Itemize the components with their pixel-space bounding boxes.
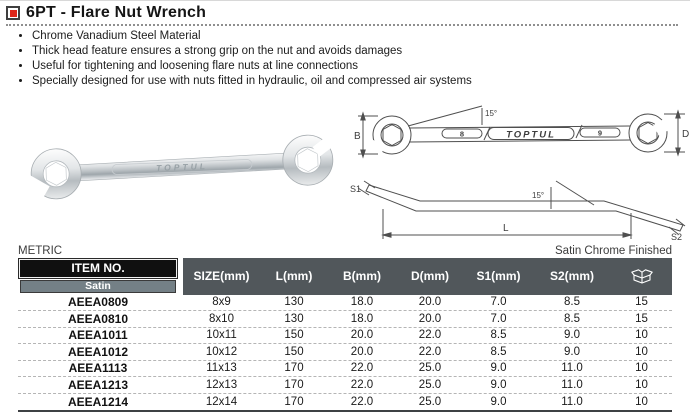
satin-subheader: Satin <box>20 280 176 293</box>
red-square-core <box>10 10 17 17</box>
metric-label: METRIC <box>18 245 62 257</box>
item-no-header: ITEM NO. <box>18 258 178 279</box>
feature-item: • Thick head feature ensures a strong grip on the nut and avoids damages <box>32 45 690 59</box>
length-cell: 170 <box>260 377 328 393</box>
item-no-header-block <box>18 258 178 295</box>
s1-cell: 9.0 <box>464 377 533 393</box>
brand-stamp: TOPTUL <box>156 161 208 173</box>
length-cell: 150 <box>260 328 328 344</box>
length-cell: 170 <box>260 361 328 377</box>
plan-angle-label: 15° <box>485 109 497 118</box>
d-cell: 20.0 <box>396 295 464 311</box>
product-title-row <box>6 4 678 26</box>
s1-cell: 7.0 <box>464 311 533 327</box>
length-cell: 130 <box>260 311 328 327</box>
b-cell: 22.0 <box>328 394 396 411</box>
table-header <box>18 258 672 295</box>
size-cell: 8x9 <box>183 295 260 311</box>
s2-cell: 9.0 <box>533 328 611 344</box>
page-title: 6PT - Flare Nut Wrench <box>26 4 206 22</box>
s1-cell: 9.0 <box>464 361 533 377</box>
table-meta-row <box>0 243 690 257</box>
s1-cell: 9.0 <box>464 394 533 411</box>
item-no-cell: AEEA1012 <box>18 344 178 360</box>
qty-cell: 10 <box>611 361 672 377</box>
plan-d-label: D <box>682 129 689 140</box>
plan-right-size: 9 <box>598 128 602 137</box>
col-header-s2: S2(mm) <box>533 258 611 295</box>
wrench-photo <box>12 127 352 205</box>
side-s2-label: S2 <box>671 232 682 242</box>
col-header-l: L(mm) <box>260 258 328 295</box>
d-cell: 22.0 <box>396 344 464 360</box>
s2-cell: 11.0 <box>533 377 611 393</box>
b-cell: 22.0 <box>328 377 396 393</box>
item-no-cell: AEEA0810 <box>18 311 178 327</box>
red-square-bullet-icon <box>6 6 20 20</box>
side-s1-label: S1 <box>350 184 361 194</box>
col-header-size: SIZE(mm) <box>183 258 260 295</box>
col-header-b: B(mm) <box>328 258 396 295</box>
length-cell: 150 <box>260 344 328 360</box>
d-cell: 20.0 <box>396 311 464 327</box>
qty-cell: 10 <box>611 344 672 360</box>
size-cell: 8x10 <box>183 311 260 327</box>
qty-cell: 15 <box>611 311 672 327</box>
item-no-cell: AEEA0809 <box>18 295 178 311</box>
s2-cell: 11.0 <box>533 361 611 377</box>
s1-cell: 8.5 <box>464 344 533 360</box>
d-cell: 25.0 <box>396 361 464 377</box>
qty-cell: 10 <box>611 377 672 393</box>
catalog-page <box>0 4 690 412</box>
table-row <box>18 361 672 378</box>
feature-item: • Specially designed for use with nuts fitted in hydraulic, oil and compressed air systems <box>32 75 690 89</box>
b-cell: 18.0 <box>328 311 396 327</box>
length-cell: 170 <box>260 394 328 411</box>
s2-cell: 11.0 <box>533 394 611 411</box>
s2-cell: 8.5 <box>533 295 611 311</box>
finish-label: Satin Chrome Finished <box>555 245 672 257</box>
size-cell: 11x13 <box>183 361 260 377</box>
length-cell: 130 <box>260 295 328 311</box>
table-row <box>18 344 672 361</box>
plan-view-drawing <box>354 99 690 171</box>
plan-left-size: 8 <box>460 129 464 138</box>
b-cell: 18.0 <box>328 295 396 311</box>
table-body <box>18 295 672 411</box>
item-no-cell: AEEA1214 <box>18 394 178 411</box>
item-no-cell: AEEA1113 <box>18 361 178 377</box>
d-cell: 25.0 <box>396 394 464 411</box>
col-header-s1: S1(mm) <box>464 258 533 295</box>
b-cell: 20.0 <box>328 328 396 344</box>
table-row <box>18 311 672 328</box>
b-cell: 20.0 <box>328 344 396 360</box>
s2-cell: 8.5 <box>533 311 611 327</box>
col-header-qty <box>611 258 672 295</box>
qty-cell: 15 <box>611 295 672 311</box>
s2-cell: 9.0 <box>533 344 611 360</box>
table-row <box>18 295 672 312</box>
plan-brand: TOPTUL <box>506 129 556 140</box>
size-cell: 12x13 <box>183 377 260 393</box>
table-row <box>18 328 672 345</box>
feature-item: • Useful for tightening and loosening flare nuts at line connections <box>32 60 690 74</box>
plan-b-label: B <box>354 131 361 142</box>
size-cell: 12x14 <box>183 394 260 411</box>
product-media <box>0 91 690 243</box>
col-header-d: D(mm) <box>396 258 464 295</box>
d-cell: 22.0 <box>396 328 464 344</box>
side-length-label: L <box>503 223 509 234</box>
s1-cell: 7.0 <box>464 295 533 311</box>
size-cell: 10x11 <box>183 328 260 344</box>
feature-list <box>32 30 690 89</box>
b-cell: 22.0 <box>328 361 396 377</box>
side-view-drawing <box>350 179 688 243</box>
qty-cell: 10 <box>611 328 672 344</box>
feature-item: • Chrome Vanadium Steel Material <box>32 30 690 44</box>
qty-cell: 10 <box>611 394 672 411</box>
spec-table <box>18 258 672 412</box>
carton-box-icon <box>631 268 653 285</box>
table-row <box>18 377 672 394</box>
size-cell: 10x12 <box>183 344 260 360</box>
item-no-cell: AEEA1011 <box>18 328 178 344</box>
s1-cell: 8.5 <box>464 328 533 344</box>
item-no-cell: AEEA1213 <box>18 377 178 393</box>
d-cell: 25.0 <box>396 377 464 393</box>
side-angle-label: 15° <box>532 191 544 200</box>
